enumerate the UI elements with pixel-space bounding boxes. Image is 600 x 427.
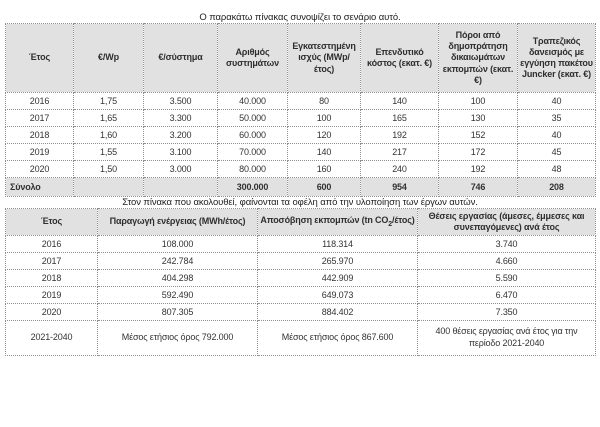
total-label: Σύνολο [6,178,74,197]
table-row [6,161,596,178]
table-cell: 3.000 [144,161,218,178]
table-cell: 240 [361,161,439,178]
table-cell: 1,75 [74,93,144,110]
table-cell: 242.784 [98,253,258,270]
table-cell: 45 [518,144,596,161]
table-row [6,253,596,270]
table-cell: Μέσος ετήσιος όρος 792.000 [98,321,258,356]
table-cell: 1,55 [74,144,144,161]
table-cell: 3.100 [144,144,218,161]
table-row [6,110,596,127]
table-cell: 2020 [6,304,98,321]
table-cell: 3.200 [144,127,218,144]
header-row [6,209,596,236]
benefits-intro-text: Στον πίνακα που ακολουθεί, φαίνονται τα οφέλη από την υλοποίηση των έργων αυτών. [122,197,478,208]
table-cell: 2018 [6,270,98,287]
table-cell: 6.470 [418,287,596,304]
table-cell: 2019 [6,287,98,304]
table-cell: 2021-2040 [6,321,98,356]
table-cell: 217 [361,144,439,161]
table-cell: 649.073 [258,287,418,304]
table-cell: 172 [439,144,518,161]
table-cell: 1,50 [74,161,144,178]
emissions-header-suffix: /έτος) [392,214,415,225]
table-cell: 70.000 [218,144,288,161]
emissions-header-prefix: Αποσόβηση εκπομπών (tn CO [260,214,389,225]
header-investment-cost: Επενδυτικό κόστος (εκατ. €) [361,24,439,93]
table-cell: 120 [288,127,361,144]
table-cell: 48 [518,161,596,178]
table-cell: 192 [361,127,439,144]
table-row [6,270,596,287]
table-cell: 192 [439,161,518,178]
table-cell: 140 [288,144,361,161]
table-cell: 130 [439,110,518,127]
table-row [6,144,596,161]
intro-text: Ο παρακάτω πίνακας συνοψίζει το σενάριο αυτό. [199,12,401,23]
header-installed-capacity: Εγκατεστημένη ισχύς (MWp/ έτος) [288,24,361,93]
table-cell: 40 [518,127,596,144]
table-row [6,93,596,110]
table-row [6,304,596,321]
table-cell: 2017 [6,110,74,127]
table-cell: 265.970 [258,253,418,270]
benefits-table-header [6,209,596,236]
table-cell: 4.660 [418,253,596,270]
table-cell: 3.740 [418,236,596,253]
table-cell: 3.300 [144,110,218,127]
table-cell: 40.000 [218,93,288,110]
table-cell: 165 [361,110,439,127]
table-cell: 160 [288,161,361,178]
table-cell: 140 [361,93,439,110]
table-cell: 807.305 [98,304,258,321]
table-cell: 80.000 [218,161,288,178]
benefits-table [5,208,596,356]
table-cell: 152 [439,127,518,144]
table-cell: 2017 [6,253,98,270]
table-cell: 100 [288,110,361,127]
table-cell: 208 [518,178,596,197]
table-cell: 3.500 [144,93,218,110]
header-bank-loan: Τραπεζικός δανεισμός με εγγύηση πακέτου Juncker (εκατ. €) [518,24,596,93]
table-cell: 2016 [6,236,98,253]
header-year: Έτος [6,209,98,236]
table-cell: 7.350 [418,304,596,321]
table-cell [144,178,218,197]
table-cell: 108.000 [98,236,258,253]
header-emissions-avoided [258,209,418,236]
header-auction-resources: Πόροι από δημοπράτηση δικαιωμάτων εκπομπών (εκατ. €) [439,24,518,93]
table-cell: 60.000 [218,127,288,144]
table-cell: 592.490 [98,287,258,304]
table-cell: 954 [361,178,439,197]
scenario-table [5,23,596,197]
scenario-table-header [6,24,596,93]
header-energy-production: Παραγωγή ενέργειας (MWh/έτος) [98,209,258,236]
header-eur-per-wp: €/Wp [74,24,144,93]
table-cell: 80 [288,93,361,110]
table-cell: 884.402 [258,304,418,321]
header-num-systems: Αριθμός συστημάτων [218,24,288,93]
table-cell: 600 [288,178,361,197]
table-cell: 1,65 [74,110,144,127]
co2-subscript: 2 [388,220,392,228]
table-cell: 100 [439,93,518,110]
table-cell: 1,60 [74,127,144,144]
table-row [6,287,596,304]
table-cell: 35 [518,110,596,127]
table-cell: 2020 [6,161,74,178]
table-cell [74,178,144,197]
table-cell: 442.909 [258,270,418,287]
table-row [6,127,596,144]
table-cell: 400 θέσεις εργασίας ανά έτος για την περίοδο 2021-2040 [418,321,596,356]
table-cell: 2019 [6,144,74,161]
table-cell: 118.314 [258,236,418,253]
header-jobs: Θέσεις εργασίας (άμεσες, έμμεσες και συνεπαγόμενες) ανά έτος [418,209,596,236]
table-cell: 2016 [6,93,74,110]
table-cell: 404.298 [98,270,258,287]
header-year: Έτος [6,24,74,93]
table-cell: 40 [518,93,596,110]
table-row [6,236,596,253]
table-cell: 50.000 [218,110,288,127]
average-row [6,321,596,356]
table-cell: Μέσος ετήσιος όρος 867.600 [258,321,418,356]
table-cell: 5.590 [418,270,596,287]
header-eur-per-system: €/σύστημα [144,24,218,93]
total-row [6,178,596,197]
table-cell: 300.000 [218,178,288,197]
table-cell: 2018 [6,127,74,144]
header-row [6,24,596,93]
table-cell: 746 [439,178,518,197]
